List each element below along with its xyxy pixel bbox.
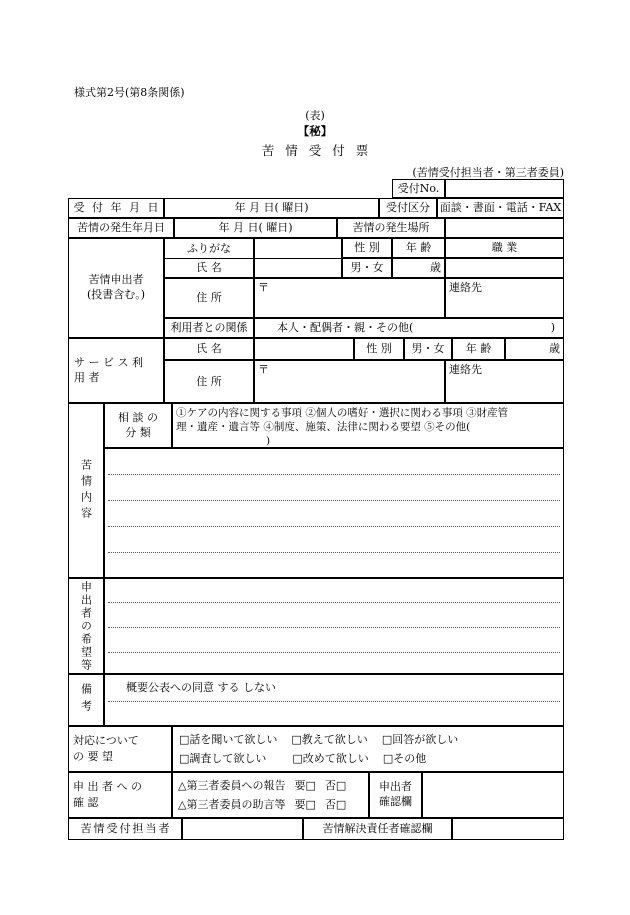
confirmation-items[interactable] bbox=[172, 772, 369, 818]
service-user-section-label-line1: サ ー ビ ス 利 bbox=[74, 355, 143, 369]
complainant-gender-options[interactable]: 男・女 bbox=[342, 258, 392, 278]
response-request-options[interactable] bbox=[172, 726, 564, 772]
confirmation-label bbox=[68, 772, 172, 818]
staff-value[interactable] bbox=[182, 818, 303, 840]
service-user-address-label: 住 所 bbox=[164, 360, 254, 403]
receipt-date-label-text: 受 付 年 月 日 bbox=[73, 201, 161, 215]
remarks-vertical-label bbox=[68, 674, 104, 726]
remarks-vertical-text: 備考 bbox=[79, 683, 93, 717]
service-user-gender-label: 性 別 bbox=[354, 338, 404, 360]
service-user-address-value[interactable] bbox=[254, 360, 445, 403]
complainant-furigana-value[interactable] bbox=[254, 238, 342, 258]
applicant-confirm-box-value[interactable] bbox=[422, 772, 564, 818]
complaint-category-line1: ①ケアの内容に関する事項 ②個人の嗜好・選択に関わる事項 ③財産管 bbox=[176, 407, 509, 419]
applicant-confirm-box-label bbox=[369, 772, 422, 818]
confirmation-label-line2: 確 認 bbox=[73, 796, 99, 809]
option-listen[interactable]: □話を聞いて欲しい bbox=[179, 733, 278, 746]
form-number: 様式第2号(第8条関係) bbox=[74, 86, 185, 99]
receipt-category-label: 受付区分 bbox=[379, 198, 437, 218]
service-user-section-label bbox=[68, 338, 164, 403]
manager-label: 苦情解決責任者確認欄 bbox=[303, 818, 452, 840]
occurrence-date-label: 苦情の発生年月日 bbox=[68, 218, 174, 238]
complainant-occupation-label: 職 業 bbox=[445, 238, 564, 258]
option-improve[interactable]: □改めて欲しい bbox=[292, 751, 369, 765]
secret-mark: 【秘】 bbox=[297, 124, 333, 138]
confirmation-item2-label: △第三者委員の助言等 bbox=[178, 797, 286, 811]
response-request-options-row2 bbox=[179, 750, 563, 769]
service-user-age-label: 年 齢 bbox=[452, 338, 505, 360]
complainant-section-label bbox=[68, 238, 164, 338]
confirmation-item1-yes[interactable]: 要□ bbox=[294, 779, 316, 792]
complainant-section-label-line2: (投書含む。) bbox=[86, 288, 146, 301]
complainant-address-value[interactable] bbox=[254, 278, 445, 318]
writing-guide-line bbox=[108, 500, 560, 501]
service-user-contact[interactable] bbox=[445, 360, 564, 403]
staff-label-text: 苦情受付担当者 bbox=[80, 822, 172, 836]
receipt-date-label bbox=[68, 198, 164, 218]
complaint-content-value[interactable] bbox=[104, 448, 564, 578]
writing-guide-line bbox=[108, 602, 560, 603]
applicant-confirm-label-line1: 申出者 bbox=[379, 780, 412, 794]
complaint-category-label bbox=[104, 403, 172, 448]
confirmation-item-1 bbox=[178, 777, 368, 796]
complainant-relation-options[interactable] bbox=[254, 318, 564, 338]
occurrence-place-value[interactable] bbox=[445, 218, 564, 238]
staff-label bbox=[68, 818, 182, 840]
complaint-content-vertical-text: 苦情内容 bbox=[79, 458, 93, 523]
receipt-no-value[interactable] bbox=[445, 179, 564, 198]
writing-guide-line bbox=[108, 474, 560, 475]
complainant-section-label-line1: 苦情申出者 bbox=[88, 273, 144, 287]
confirmation-item-2 bbox=[178, 796, 368, 815]
complaint-category-line3: ) bbox=[265, 435, 271, 448]
response-request-label bbox=[68, 726, 172, 772]
option-other[interactable]: □その他 bbox=[382, 751, 427, 765]
receipt-no-label: 受付No. bbox=[392, 179, 445, 198]
postal-mark-icon: 〒 bbox=[258, 363, 269, 376]
complainant-gender-label: 性 別 bbox=[342, 238, 392, 258]
applicant-wishes-vertical-text: 申出者の希望等 bbox=[79, 580, 93, 672]
confirmation-label-line1: 申 出 者 へ の bbox=[73, 780, 142, 794]
remarks-consent-text: 概要公表への同意 する しない bbox=[126, 681, 276, 694]
writing-guide-line bbox=[108, 627, 560, 628]
writing-guide-line bbox=[108, 526, 560, 527]
complainant-occupation-value[interactable] bbox=[445, 258, 564, 278]
service-user-age-value[interactable]: 歳 bbox=[505, 338, 564, 360]
complaint-category-label-line1: 相 談 の bbox=[118, 410, 158, 424]
applicant-confirm-label-line2: 確認欄 bbox=[379, 795, 412, 808]
side-label: (表) bbox=[305, 109, 325, 122]
complainant-relation-text: 本人・配偶者・親・その他( bbox=[277, 321, 414, 335]
complainant-relation-label: 利用者との関係 bbox=[164, 318, 254, 338]
complaint-category-options[interactable] bbox=[172, 403, 564, 448]
option-answer[interactable]: □回答が欲しい bbox=[381, 733, 459, 746]
option-explain[interactable]: □教えて欲しい bbox=[291, 733, 368, 746]
service-user-gender-options[interactable]: 男・女 bbox=[404, 338, 452, 360]
response-request-options-row1 bbox=[179, 731, 563, 750]
service-user-section-label-line2: 用 者 bbox=[74, 370, 100, 384]
writing-guide-line bbox=[108, 701, 560, 702]
complaint-content-vertical-label bbox=[68, 403, 104, 578]
applicant-wishes-value[interactable] bbox=[104, 578, 564, 674]
service-user-contact-label: 連絡先 bbox=[449, 363, 482, 376]
complainant-age-label: 年 齢 bbox=[392, 238, 445, 258]
complainant-name-label: 氏 名 bbox=[164, 258, 254, 278]
occurrence-date-value[interactable]: 年 月 日( 曜日) bbox=[174, 218, 337, 238]
manager-value[interactable] bbox=[452, 818, 564, 840]
writing-guide-line bbox=[108, 552, 560, 553]
applicant-wishes-vertical-label bbox=[68, 578, 104, 674]
complainant-contact-label: 連絡先 bbox=[449, 281, 482, 294]
writing-guide-line bbox=[108, 652, 560, 653]
service-user-name-label: 氏 名 bbox=[164, 338, 254, 360]
remarks-value[interactable] bbox=[104, 674, 564, 726]
receipt-category-options[interactable]: 面談・書面・電話・FAX bbox=[437, 198, 564, 218]
complainant-relation-close: ) bbox=[550, 321, 555, 335]
confirmation-item1-label: △第三者委員への報告 bbox=[178, 779, 286, 792]
receipt-date-value[interactable]: 年 月 日( 曜日) bbox=[164, 198, 379, 218]
form-subtitle: (苦情受付担当者・第三者委員) bbox=[412, 166, 564, 179]
complainant-contact[interactable] bbox=[445, 278, 564, 318]
page-title-text: 苦情受付票 bbox=[261, 143, 380, 158]
complaint-category-line2: 理・遺産・遺言等 ④制度、施策、法律に関わる要望 ⑤その他( bbox=[176, 421, 471, 434]
confirmation-item2-yes[interactable]: 要□ bbox=[294, 797, 316, 811]
occurrence-place-label: 苦情の発生場所 bbox=[337, 218, 445, 238]
complainant-age-value[interactable]: 歳 bbox=[392, 258, 445, 278]
response-request-label-line2: の 要 望 bbox=[73, 750, 113, 763]
page-title bbox=[0, 141, 630, 159]
response-request-label-line1: 対応について bbox=[73, 734, 139, 748]
complainant-name-value[interactable] bbox=[254, 258, 342, 278]
confirmation-item2-no[interactable]: 否□ bbox=[324, 797, 347, 811]
service-user-name-value[interactable] bbox=[254, 338, 354, 360]
postal-mark-icon: 〒 bbox=[258, 281, 269, 294]
option-investigate[interactable]: □調査して欲しい bbox=[179, 751, 267, 765]
complainant-furigana-label: ふりがな bbox=[164, 238, 254, 258]
complainant-address-label: 住 所 bbox=[164, 278, 254, 318]
complaint-category-label-line2: 分 類 bbox=[125, 425, 151, 439]
confirmation-item1-no[interactable]: 否□ bbox=[324, 779, 347, 792]
